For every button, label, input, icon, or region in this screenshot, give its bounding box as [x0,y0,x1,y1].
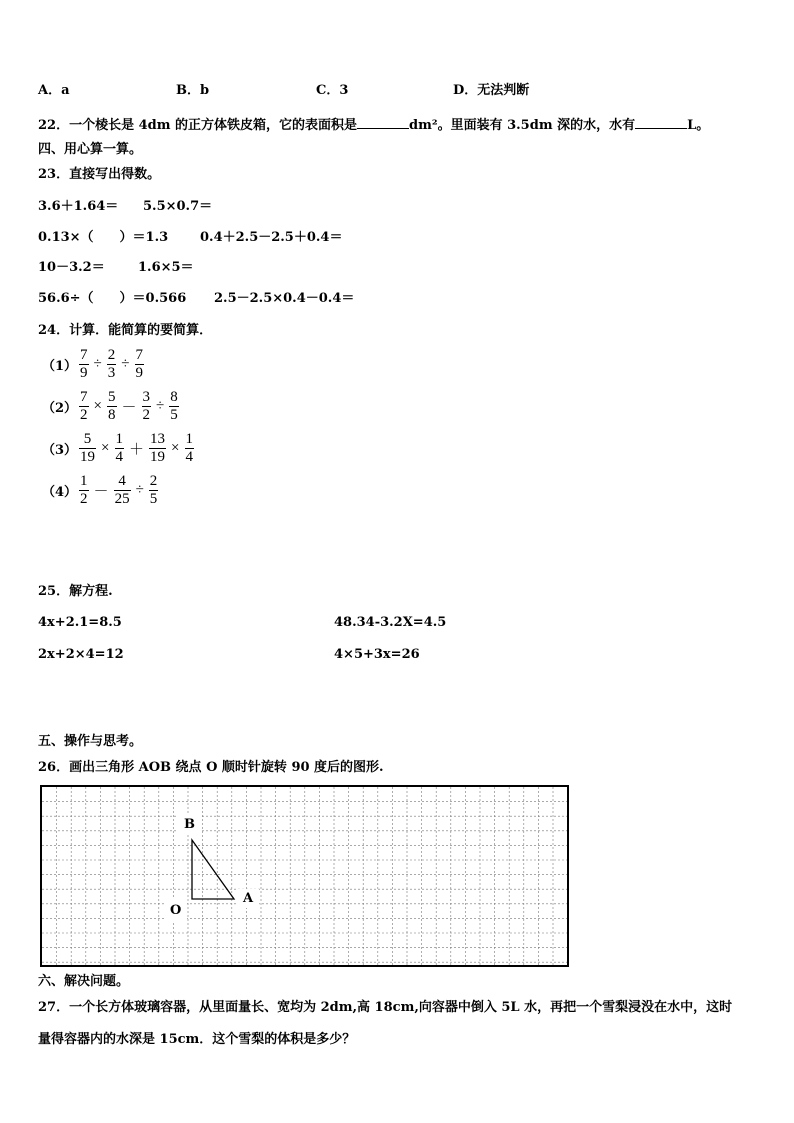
option-c: C．3 [316,83,349,98]
operator: ÷ [93,356,102,372]
calc-item: 5.5×0.7＝ [143,199,213,214]
calc-item: 2.5－2.5×0.4－0.4＝ [214,291,355,306]
question-27-line-1: 27．一个长方体玻璃容器，从里面量长、宽均为 2dm,高 18cm,向容器中倒入 5L 水，再把一个雪梨浸没在水中，这时 [38,1000,733,1015]
fraction [79,474,89,507]
operator: － [93,484,109,500]
fraction [149,432,166,465]
denominator: 4 [115,449,124,465]
calc-item: 0.4＋2.5－2.5＋0.4＝ [200,230,343,245]
equation: 4×5+3x=26 [334,647,420,662]
fraction [79,390,89,423]
question-22 [38,116,709,134]
denominator: 9 [135,365,144,381]
operator: ＋ [129,442,145,458]
point-b-label: B [178,815,201,834]
question-27-line-2: 量得容器内的水深是 15cm．这个雪梨的体积是多少？ [38,1032,356,1047]
fraction [169,390,179,423]
triangle-aob [42,787,567,965]
denominator: 19 [150,449,166,465]
numerator: 8 [170,389,178,405]
denominator: 19 [80,449,96,465]
fraction [107,348,117,381]
question-25-title: 25．解方程. [38,584,113,599]
question-26-title: 26．画出三角形 AOB 绕点 O 顺时针旋转 90 度后的图形. [38,760,384,775]
numerator: 1 [80,473,88,489]
calc-item: 1.6×5＝ [138,260,194,275]
option-a: A．a [38,83,70,98]
fraction [135,348,145,381]
numerator: 7 [80,347,88,363]
item-label: （4） [42,485,78,500]
item-label: （1） [42,359,78,374]
question-23-title: 23．直接写出得数。 [38,167,161,182]
section-6-heading: 六、解决问题。 [38,974,130,989]
calc-item: 10－3.2＝ [38,260,105,275]
equation: 48.34-3.2X=4.5 [334,615,447,630]
point-a-label: A [237,889,259,908]
equation: 4x+2.1=8.5 [38,615,122,630]
item-label: （2） [42,401,78,416]
fraction [185,432,195,465]
numerator: 13 [150,431,166,447]
denominator: 4 [185,449,193,465]
fraction-expression-2 [42,390,181,423]
operator: × [171,440,180,456]
numerator: 5 [108,389,116,405]
section-4-heading: 四、用心算一算。 [38,142,143,157]
denominator: 5 [170,407,178,423]
q22-text-2: dm²。里面装有 3.5dm 深的水，水有 [409,118,636,133]
numerator: 3 [142,389,151,405]
operator: ÷ [156,398,165,414]
calc-item: 0.13×（ ）＝1.3 [38,230,169,245]
fraction [149,474,159,507]
fraction [142,390,152,423]
numerator: 5 [83,431,92,447]
denominator: 25 [114,491,130,507]
calc-item: 3.6＋1.64＝ [38,199,119,214]
answer-blank-2[interactable] [635,116,687,129]
option-b: B．b [176,83,210,98]
point-o-label: O [164,899,187,922]
denominator: 2 [142,407,151,423]
fraction [107,390,117,423]
numerator: 1 [185,431,193,447]
item-label: （3） [42,443,78,458]
drawing-grid[interactable] [40,785,569,967]
equation: 2x+2×4=12 [38,647,124,662]
denominator: 3 [107,365,116,381]
fraction [115,432,125,465]
operator: － [121,400,137,416]
fraction-expression-4 [42,474,160,507]
operator: × [101,440,110,456]
operator: ÷ [135,482,144,498]
operator: × [93,398,103,414]
fraction-expression-1 [42,348,146,381]
numerator: 2 [149,473,158,489]
fraction [114,474,131,507]
denominator: 2 [80,491,88,507]
numerator: 4 [118,473,126,489]
question-24-title: 24．计算．能简算的要简算． [38,323,213,338]
denominator: 9 [80,365,88,381]
q22-text-3: L。 [687,118,710,133]
denominator: 5 [149,491,158,507]
calc-item: 56.6÷（ ）＝0.566 [38,291,187,306]
denominator: 2 [80,407,88,423]
answer-blank-1[interactable] [357,116,409,129]
option-d: D．无法判断 [453,83,530,98]
numerator: 1 [115,431,124,447]
numerator: 7 [80,389,88,405]
denominator: 8 [108,407,116,423]
fraction-expression-3 [42,432,196,465]
fraction [79,432,96,465]
numerator: 2 [107,347,116,363]
operator: ÷ [121,356,130,372]
q22-text-1: 22．一个棱长是 4dm 的正方体铁皮箱，它的表面积是 [38,118,358,133]
fraction [79,348,89,381]
section-5-heading: 五、操作与思考。 [38,734,143,749]
numerator: 7 [135,347,144,363]
